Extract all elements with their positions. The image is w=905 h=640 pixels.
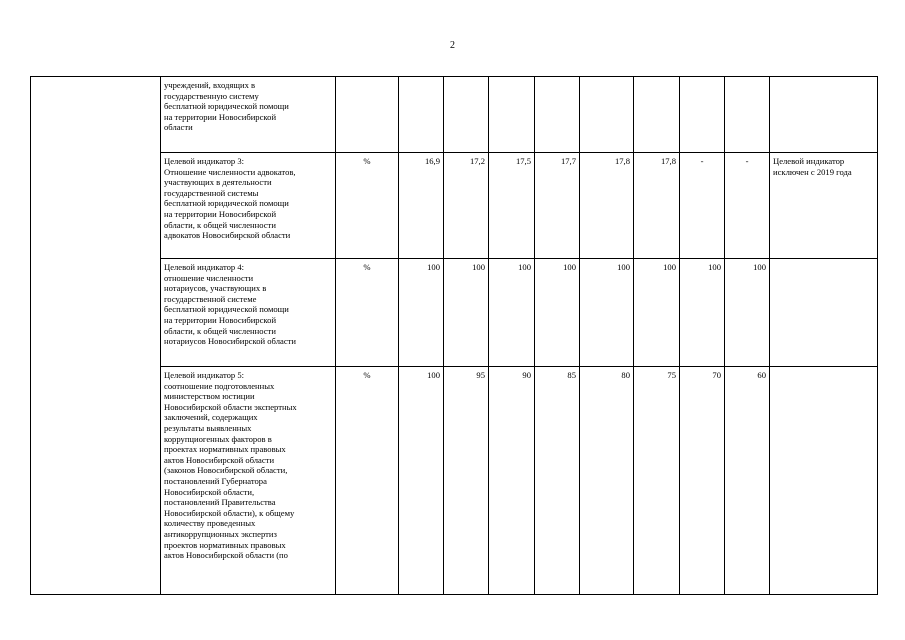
- value-cell: 16,9: [399, 153, 444, 259]
- unit-cell: %: [336, 153, 399, 259]
- program-cell: [31, 77, 161, 595]
- value-cell: 100: [580, 259, 634, 367]
- note-cell: [770, 77, 878, 153]
- note-cell: [770, 367, 878, 595]
- value-cell: 17,7: [535, 153, 580, 259]
- value-cell: 90: [489, 367, 535, 595]
- page-number: 2: [450, 40, 455, 51]
- value-cell: 60: [725, 367, 770, 595]
- value-cell: [489, 77, 535, 153]
- indicator-cell: учреждений, входящих в государственную систему бесплатной юридической помощи на территории Новосибирской области: [161, 77, 336, 153]
- value-cell: 100: [399, 367, 444, 595]
- value-cell: [444, 77, 489, 153]
- value-cell: [580, 77, 634, 153]
- value-cell: 100: [725, 259, 770, 367]
- value-cell: 100: [680, 259, 725, 367]
- value-cell: [399, 77, 444, 153]
- indicator-cell: Целевой индикатор 5: соотношение подготовленных министерством юстиции Новосибирской области экспертных заключений, содержащих результаты выявленных коррупциогенных факторов в проектах нормативных правовых актов Новосибирской области (законов Новосибирской области, постановлений Губернатора Новосибирской области, постановлений Правительства Новосибирской области), к общему количеству проведенных антикоррупционных экспертиз проектов нормативных правовых актов Новосибирской области (по: [161, 367, 336, 595]
- unit-cell: %: [336, 259, 399, 367]
- value-cell: 75: [634, 367, 680, 595]
- indicator-cell: Целевой индикатор 3: Отношение численности адвокатов, участвующих в деятельности государственной системы бесплатной юридической помощи на территории Новосибирской области, к общей численности адвокатов Новосибирской области: [161, 153, 336, 259]
- value-cell: [535, 77, 580, 153]
- value-cell: 85: [535, 367, 580, 595]
- value-cell: 100: [444, 259, 489, 367]
- value-cell: -: [725, 153, 770, 259]
- value-cell: [725, 77, 770, 153]
- indicators-table: [30, 76, 878, 595]
- value-cell: -: [680, 153, 725, 259]
- value-cell: [680, 77, 725, 153]
- indicator-cell: Целевой индикатор 4: отношение численности нотариусов, участвующих в государственной системе бесплатной юридической помощи на территории Новосибирской области, к общей численности нотариусов Новосибирской области: [161, 259, 336, 367]
- value-cell: 100: [399, 259, 444, 367]
- unit-cell: %: [336, 367, 399, 595]
- value-cell: 80: [580, 367, 634, 595]
- value-cell: 95: [444, 367, 489, 595]
- unit-cell: [336, 77, 399, 153]
- value-cell: 100: [634, 259, 680, 367]
- table-row: [31, 77, 878, 153]
- note-cell: Целевой индикатор исключен с 2019 года: [770, 153, 878, 259]
- value-cell: 17,8: [634, 153, 680, 259]
- value-cell: 17,5: [489, 153, 535, 259]
- value-cell: 17,8: [580, 153, 634, 259]
- note-cell: [770, 259, 878, 367]
- value-cell: [634, 77, 680, 153]
- value-cell: 17,2: [444, 153, 489, 259]
- value-cell: 100: [535, 259, 580, 367]
- value-cell: 70: [680, 367, 725, 595]
- value-cell: 100: [489, 259, 535, 367]
